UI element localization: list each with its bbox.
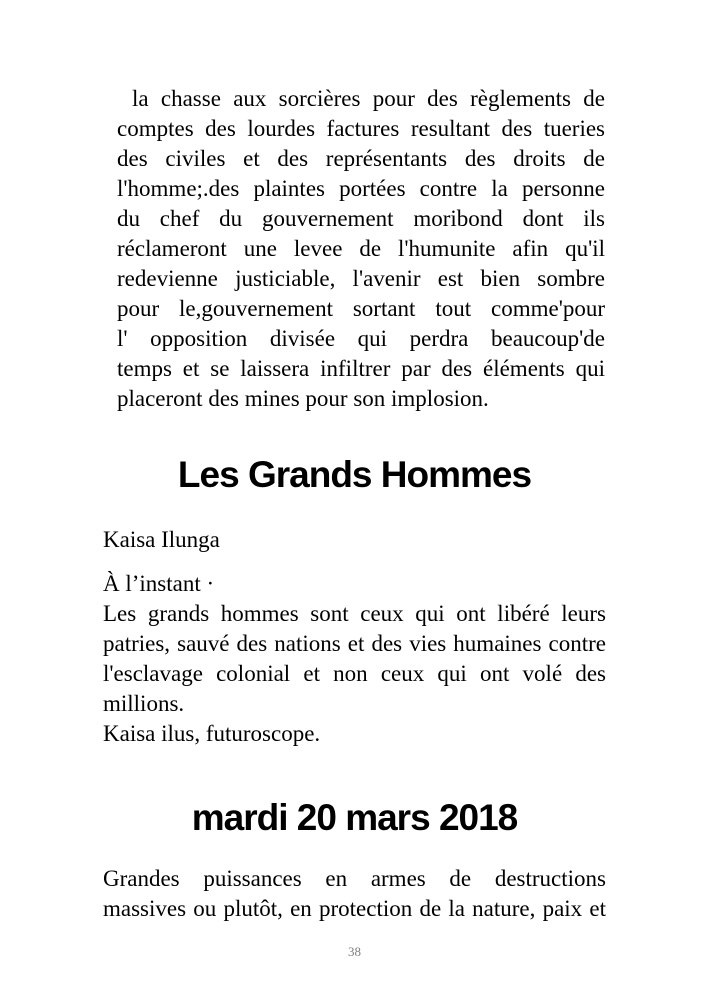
text-line: pour le,gouvernement sortant tout comme'pour (117, 296, 605, 321)
text-line: l'esclavage colonial et non ceux qui ont volé des (103, 661, 606, 686)
text-line: réclameront une levee de l'humunite afin qu'il (117, 236, 605, 261)
paragraph-continuation (117, 84, 605, 414)
text-line: redevienne justiciable, l'avenir est bien sombre (117, 266, 605, 291)
text-line: massives ou plutôt, en protection de la nature, paix et (103, 896, 606, 921)
post-timestamp: À l’instant · (103, 571, 215, 596)
post-title-heading: Les Grands Hommes (177, 454, 532, 495)
text-line: l' opposition divisée qui perdra beaucoup'de (117, 326, 605, 351)
text-line: l'homme;.des plaintes portées contre la personne (117, 176, 605, 201)
section-body-paragraph (103, 864, 606, 924)
text-line: Les grands hommes sont ceux qui ont libéré leurs (103, 601, 606, 626)
post-author: Kaisa Ilunga (103, 527, 220, 552)
text-line: patries, sauvé des nations et des vies humaines contre (103, 631, 606, 656)
text-line: du chef du gouvernement moribond dont ils (117, 206, 605, 231)
text-line: Grandes puissances en armes de destructions (103, 866, 606, 891)
post-body-paragraph (103, 599, 606, 719)
page-number: 38 (348, 944, 361, 959)
text-line: temps et se laissera infiltrer par des éléments qui (117, 356, 605, 381)
text-line: comptes des lourdes factures resultant des tueries (117, 116, 605, 141)
text-line: des civiles et des représentants des droits de (117, 146, 605, 171)
post-signature: Kaisa ilus, futuroscope. (103, 721, 321, 746)
text-line: la chasse aux sorcières pour des règlements de (132, 86, 605, 111)
text-line: millions. (103, 691, 185, 716)
text-line: placeront des mines pour son implosion. (117, 386, 489, 411)
date-heading: mardi 20 mars 2018 (191, 797, 518, 838)
